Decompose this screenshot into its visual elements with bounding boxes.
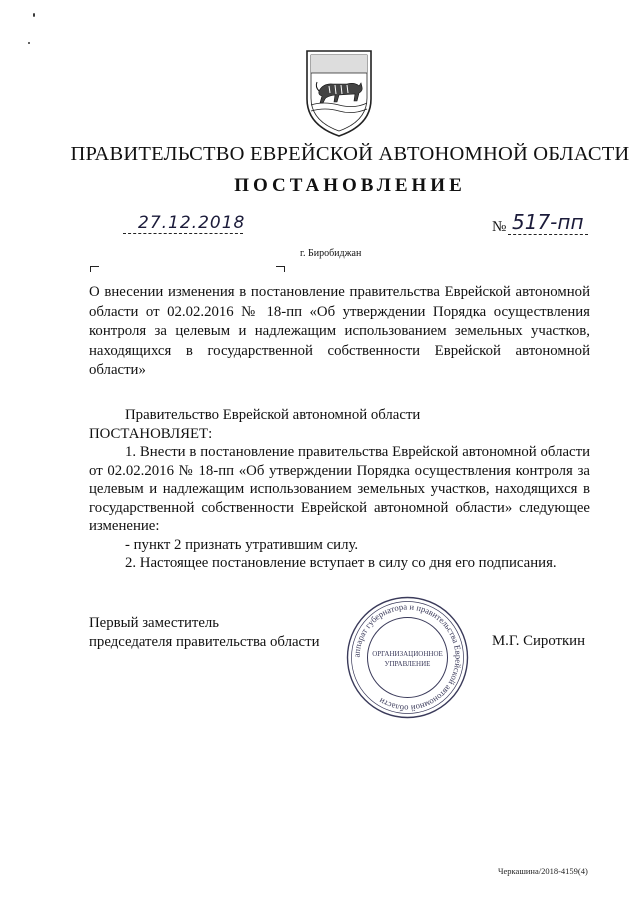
scan-speck [33,13,35,17]
date-handwritten: 27.12.2018 [138,213,246,233]
stamp-ring-text: аппарат губернатора и правительства Еврейской автономной области [351,601,464,714]
number-handwritten: 517-пп [512,210,584,234]
authority-title: ПРАВИТЕЛЬСТВО ЕВРЕЙСКОЙ АВТОНОМНОЙ ОБЛАСТИ [70,143,630,165]
signatory-name: М.Г. Сироткин [492,633,586,649]
resolves-heading: ПОСТАНОВЛЯЕТ: [89,425,213,442]
signatory-position [89,614,320,652]
scan-speck [28,42,30,44]
title-corner-right [276,266,285,272]
city-label: г. Биробиджан [300,248,362,259]
title-corner-left [90,266,99,272]
stamp-center-line-1: ОРГАНИЗАЦИОННОЕ [372,650,443,658]
item-2: 2. Настоящее постановление вступает в силу со дня его подписания. [125,555,557,571]
date-underline [123,233,243,234]
document-type: ПОСТАНОВЛЕНИЕ [234,175,466,196]
position-line-1: Первый заместитель [89,615,220,631]
position-line-2: председателя правительства области [89,634,320,650]
official-stamp [345,595,470,720]
item-1-sub: - пункт 2 признать утратившим силу. [125,536,359,553]
coat-of-arms-icon [303,47,375,139]
item-1: 1. Внести в постановление правительства Еврейской автономной области от 02.02.2016 № 18-пп «Об утверждении Порядка осуществления контроля за целевым и надлежащим использованием земельных участков, находящихся в государственной собственности Еврейской автономной области» следующее изменение: [89,444,590,534]
document-title: О внесении изменения в постановление правительства Еврейской автономной области от 02.02.2016 № 18-пп «Об утверждении Порядка осуществления контроля за целевым и надлежащим использованием земельных участков, находящихся в государственной собственности Еврейской автономной области» [89,284,590,378]
preamble: Правительство Еврейской автономной области [125,407,421,423]
number-underline [508,234,588,235]
stamp-center-line-2: УПРАВЛЕНИЕ [384,660,431,668]
document-body [89,406,590,573]
number-label: № [492,219,507,235]
executor-footer: Черкашина/2018-4159(4) [498,866,588,876]
